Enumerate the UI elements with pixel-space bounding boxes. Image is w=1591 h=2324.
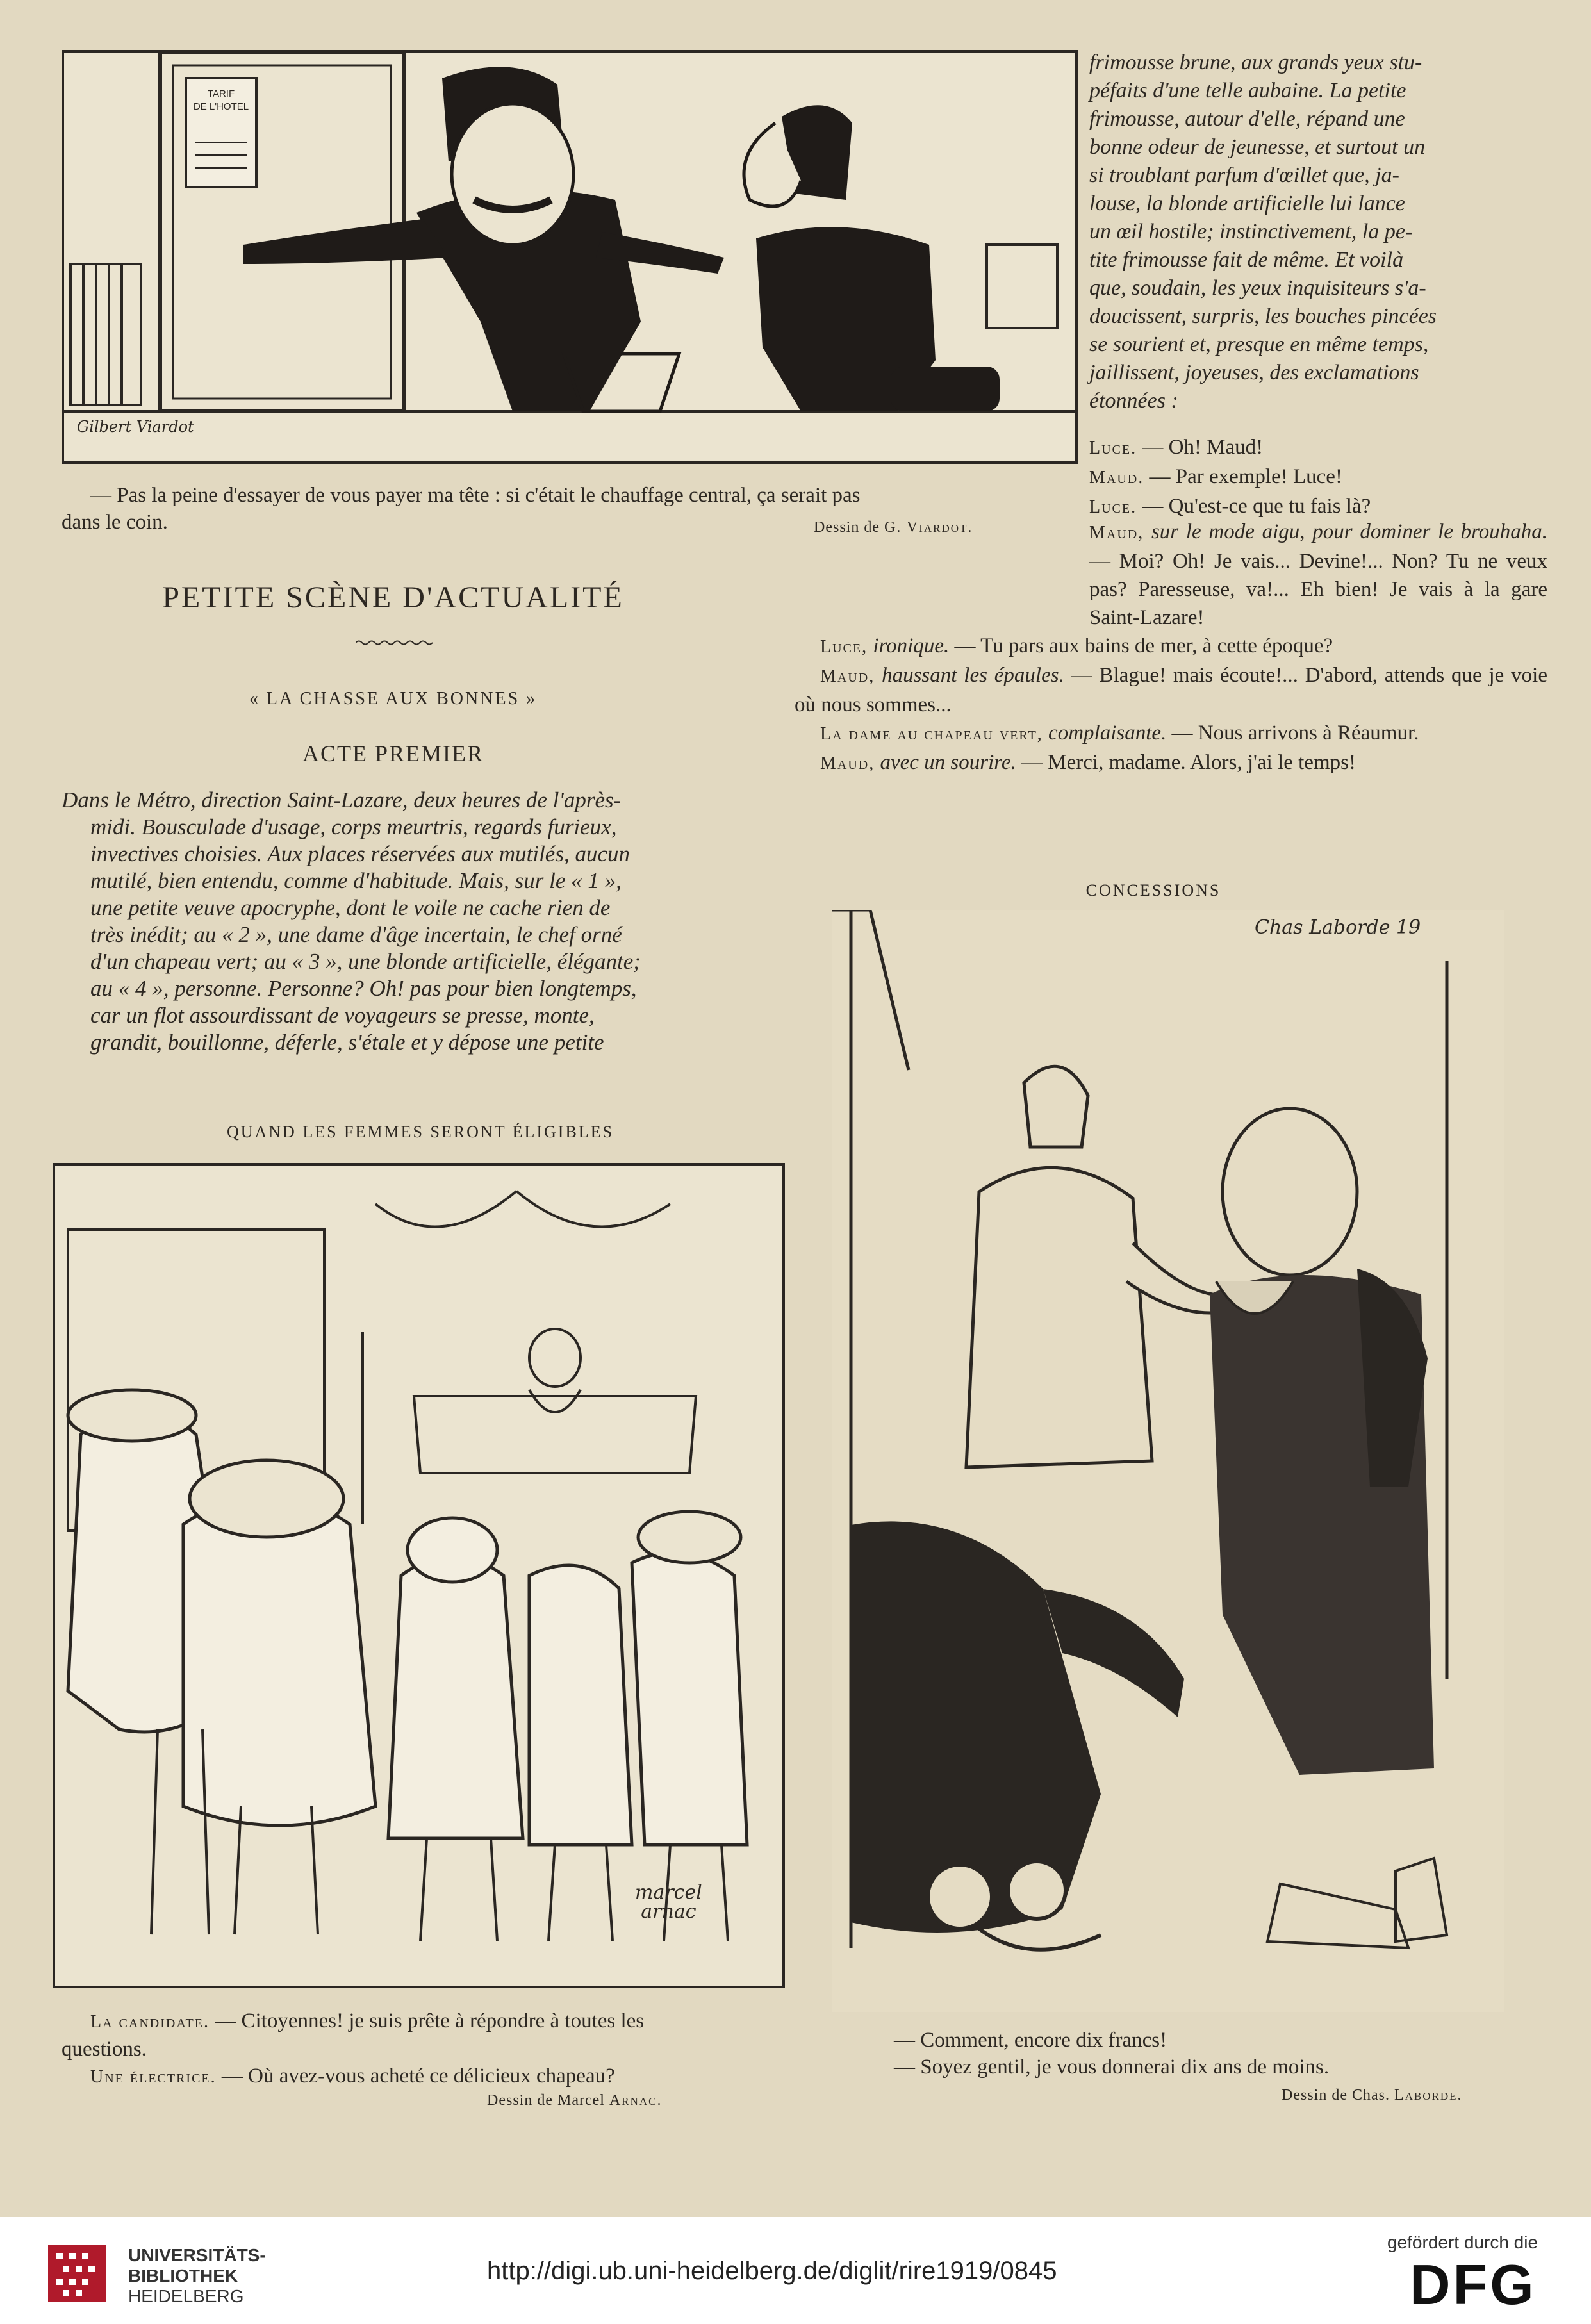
continued-line-5: si troublant parfum d'œillet que, ja- xyxy=(1089,163,1399,187)
chair-face xyxy=(928,1861,1101,1950)
right-credit-prefix: Dessin de Chas. xyxy=(1282,2087,1390,2104)
left-credit xyxy=(487,2092,663,2109)
dialogue-line-7 xyxy=(795,719,1547,748)
candidate-speaker: La candidate. xyxy=(90,2012,210,2032)
speaker: Maud, xyxy=(820,666,875,686)
laborde-signature: Chas Laborde 19 xyxy=(1255,916,1421,939)
right-credit xyxy=(1282,2087,1463,2104)
dialogue-short xyxy=(1089,433,1547,522)
stage-cue: avec un sourire. xyxy=(880,751,1016,774)
university-logo xyxy=(45,2241,109,2305)
left-cartoon-title: QUAND LES FEMMES SERONT ÉLIGIBLES xyxy=(226,1123,614,1141)
stage-direction-line-1: Dans le Métro, direction Saint-Lazare, deux heures de l'après- xyxy=(62,787,622,812)
sign-line-1: TARIF xyxy=(207,88,235,99)
left-cartoon-drawing xyxy=(55,1166,782,1986)
arnac-signature xyxy=(635,1883,702,1922)
speaker: Luce, xyxy=(820,637,868,657)
dialogue-text: — Merci, madame. Alors, j'ai le temps! xyxy=(1021,751,1356,774)
left-credit-prefix: Dessin de Marcel xyxy=(487,2092,605,2109)
left-cartoon xyxy=(53,1163,785,1988)
continued-line-8: tite frimousse fait de même. Et voilà xyxy=(1089,248,1404,272)
continued-line-3: frimousse, autour d'elle, répand une xyxy=(1089,107,1405,131)
right-cartoon-title: CONCESSIONS xyxy=(1085,881,1221,900)
speaker: Luce. xyxy=(1089,497,1137,517)
dialogue-text: — Nous arrivons à Réaumur. xyxy=(1171,721,1419,745)
stage-direction-line-10: grandit, bouillonne, déferle, s'étale et y dépose une petite xyxy=(90,1030,604,1055)
stage-cue: haussant les épaules. xyxy=(882,664,1064,687)
right-cartoon xyxy=(832,910,1504,2012)
continued-line-2: péfaits d'une telle aubaine. La petite xyxy=(1089,79,1406,103)
stage-direction-line-6: très inédit; au « 2 », une dame d'âge incertain, le chef orné xyxy=(90,922,622,947)
right-credit-name: Laborde. xyxy=(1394,2087,1463,2104)
university-name xyxy=(128,2245,266,2307)
hotel-tariff-sign xyxy=(186,88,256,113)
dialogue-text: — Tu pars aux bains de mer, à cette époque? xyxy=(954,634,1333,657)
dialogue-line-2 xyxy=(1089,463,1547,492)
article-subtitle: « LA CHASSE AUX BONNES » xyxy=(249,689,538,709)
continued-line-6: louse, la blonde artificielle lui lance xyxy=(1089,192,1405,215)
right-caption-line-1: — Comment, encore dix francs! xyxy=(894,2029,1167,2052)
stage-cue: sur le mode aigu, pour dominer le brouhaha. xyxy=(1151,520,1547,543)
stage-direction-line-9: car un flot assourdissant de voyageurs se presse, monte, xyxy=(90,1003,595,1028)
old-man-figure xyxy=(1210,1108,1434,1775)
candidate-line: — Citoyennes! je suis prête à répondre à toutes les xyxy=(215,2009,645,2032)
left-cartoon-caption xyxy=(62,2007,779,2091)
top-caption-line-1: — Pas la peine d'essayer de vous payer ma tête : si c'était le chauffage central, ça serait pas xyxy=(90,484,861,507)
left-caption-line-1b: questions. xyxy=(62,2038,147,2061)
nude-figure xyxy=(966,1066,1242,1467)
stage-direction-line-3: invectives choisies. Aux places réservées aux mutilés, aucun xyxy=(90,841,630,866)
stage-cue: ironique. xyxy=(873,634,950,657)
continued-line-10: doucissent, surpris, les bouches pincées xyxy=(1089,304,1437,328)
continued-line-9: que, soudain, les yeux inquisiteurs s'a- xyxy=(1089,276,1426,300)
speaker: Maud, xyxy=(820,754,875,773)
stage-cue: complaisante. xyxy=(1048,721,1167,745)
dialogue-text: — Oh! Maud! xyxy=(1142,436,1264,459)
title-ornament xyxy=(356,638,433,644)
stage-direction xyxy=(62,787,780,1056)
stage-direction-line-4: mutilé, bien entendu, comme d'habitude. Mais, sur le « 1 », xyxy=(90,868,622,893)
right-cartoon-drawing xyxy=(832,910,1504,2012)
article-title: PETITE SCÈNE D'ACTUALITÉ xyxy=(162,581,624,614)
logo-line-3: HEIDELBERG xyxy=(128,2286,244,2306)
voter-line: — Où avez-vous acheté ce délicieux chapeau? xyxy=(221,2064,615,2088)
speaker: Maud, xyxy=(1089,523,1144,543)
stage-direction-line-2: midi. Bousculade d'usage, corps meurtris, regards furieux, xyxy=(90,814,617,839)
right-cartoon-caption xyxy=(894,2027,1471,2081)
university-seal-icon xyxy=(45,2241,109,2305)
continued-line-1: frimousse brune, aux grands yeux stu- xyxy=(1089,51,1422,74)
dialogue-line-6 xyxy=(795,661,1547,719)
top-credit-name: G. Viardot. xyxy=(884,519,973,536)
right-caption-line-2: — Soyez gentil, je vous donnerai dix ans de moins. xyxy=(894,2056,1330,2079)
continued-line-11: se sourient et, presque en même temps, xyxy=(1089,333,1429,356)
top-caption-line-2: dans le coin. xyxy=(62,511,168,534)
stage-direction-line-5: une petite veuve apocryphe, dont le voile ne cache rien de xyxy=(90,895,611,920)
left-credit-name: Arnac. xyxy=(609,2092,663,2109)
arnac-signature-line-1: marcel xyxy=(635,1881,702,1904)
stage-direction-line-7: d'un chapeau vert; au « 3 », une blonde artificielle, élégante; xyxy=(90,949,641,974)
continued-line-13: étonnées : xyxy=(1089,389,1178,413)
sign-line-2: DE L'HOTEL xyxy=(193,101,249,112)
dialogue-line-5 xyxy=(795,632,1547,661)
top-credit-prefix: Dessin de xyxy=(814,519,880,536)
continued-paragraph xyxy=(1089,49,1547,415)
left-caption-line-1 xyxy=(62,2007,779,2036)
dialogue-line-8 xyxy=(795,748,1547,778)
stage-direction-line-8: au « 4 », personne. Personne? Oh! pas pour bien longtemps, xyxy=(90,976,637,1001)
dialogue-text: — Blague! mais écoute!... D'abord, attends que je voie où nous sommes... xyxy=(795,664,1547,716)
dfg-logo: DFG xyxy=(1410,2253,1537,2316)
dialogue-long xyxy=(795,518,1547,778)
left-caption-line-2 xyxy=(62,2063,779,2091)
funding-text: gefördert durch die xyxy=(1387,2232,1538,2252)
continued-line-4: bonne odeur de jeunesse, et surtout un xyxy=(1089,135,1426,159)
continued-line-7: un œil hostile; instinctivement, la pe- xyxy=(1089,220,1413,243)
speaker: La dame au chapeau vert, xyxy=(820,724,1043,744)
logo-line-1: UNIVERSITÄTS- xyxy=(128,2245,266,2265)
digitization-footer xyxy=(0,2217,1591,2324)
speaker: Maud. xyxy=(1089,468,1144,488)
dialogue-line-4 xyxy=(795,518,1547,632)
continued-line-12: jaillissent, joyeuses, des exclamations xyxy=(1089,361,1419,384)
dialogue-text: — Par exemple! Luce! xyxy=(1149,465,1342,488)
speaker: Luce. xyxy=(1089,438,1137,458)
dialogue-text: — Moi? Oh! Je vais... Devine!... Non? Tu ne veux pas? Paresseuse, va!... Eh bien! Je vais à la gare Saint-Lazare! xyxy=(1089,550,1547,629)
act-heading: ACTE PREMIER xyxy=(302,741,484,766)
voter-speaker: Une électrice. xyxy=(90,2067,217,2087)
top-cartoon xyxy=(62,50,1078,464)
arnac-signature-line-2: arnac xyxy=(641,1900,697,1923)
logo-line-2: BIBLIOTHEK xyxy=(128,2266,238,2286)
dialogue-text: — Qu'est-ce que tu fais là? xyxy=(1142,495,1371,518)
top-cartoon-drawing xyxy=(64,53,1075,461)
viardot-signature: Gilbert Viardot xyxy=(77,418,194,436)
dialogue-line-1 xyxy=(1089,433,1547,463)
source-url[interactable]: http://digi.ub.uni-heidelberg.de/diglit/rire1919/0845 xyxy=(487,2257,1057,2285)
